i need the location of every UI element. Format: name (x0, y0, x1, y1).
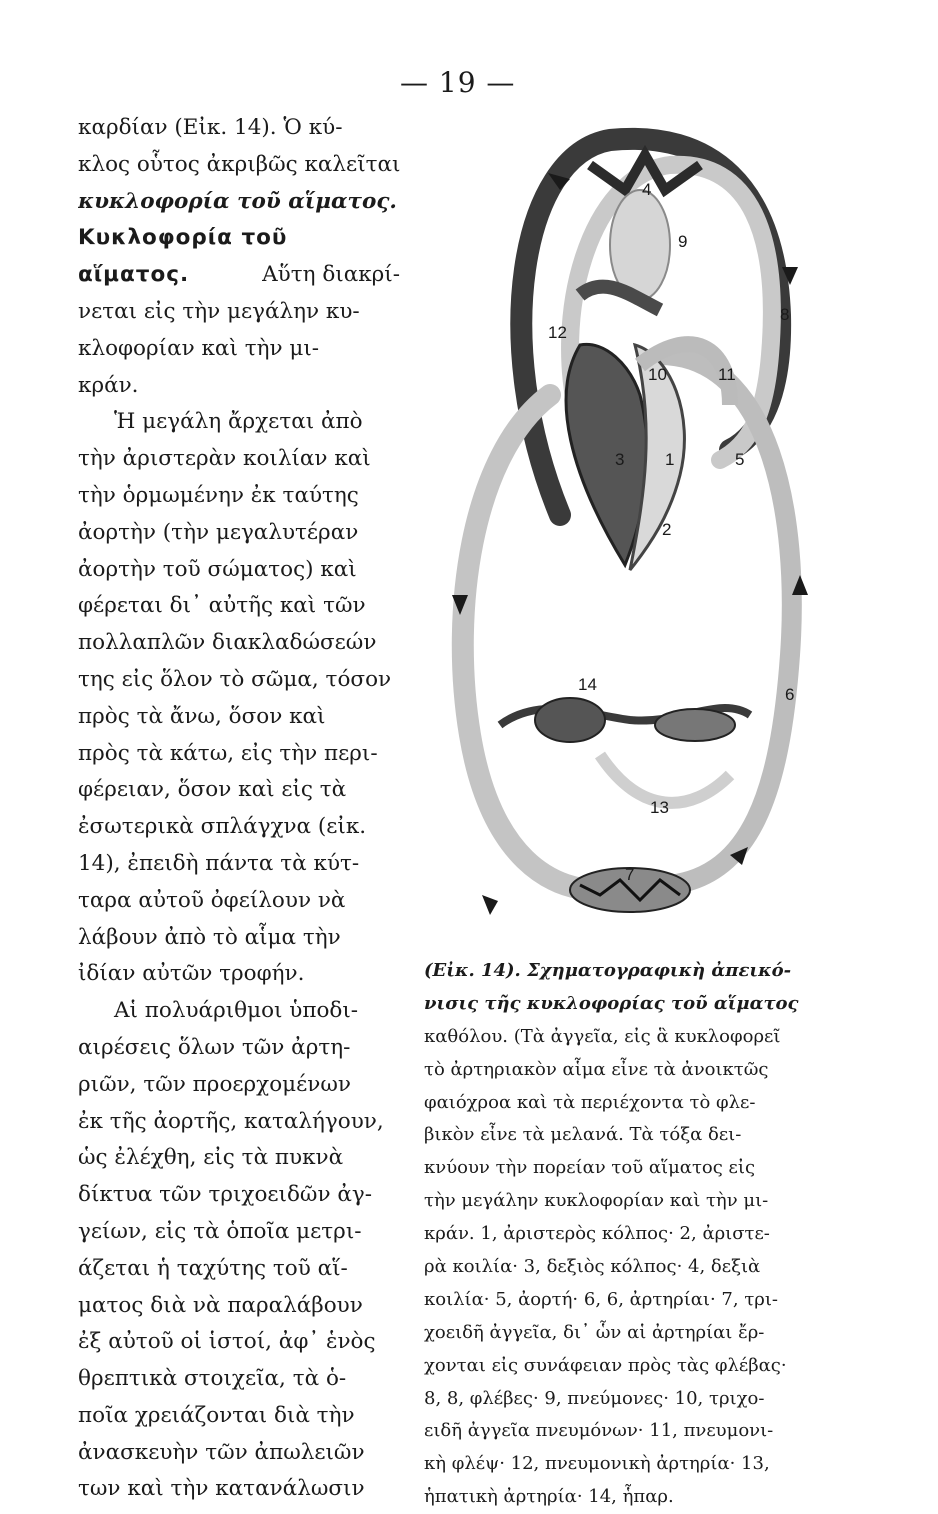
caption-line: τὸ ἀρτηριακὸν αἷμα εἶνε τὰ ἀνοικτῶς (424, 1058, 769, 1080)
text-line: 14), ἐπειδὴ πάντα τὰ κύτ- (78, 850, 360, 876)
text-line: φέρεται δι᾽ αὐτῆς καὶ τῶν (78, 593, 366, 619)
label-7: 7 (625, 865, 635, 884)
abdominal-network (500, 698, 750, 803)
text-line: άζεται ἡ ταχύτης τοῦ αἵ- (78, 1255, 348, 1281)
text-line: νεται εἰς τὴν μεγάλην κυ- (78, 298, 360, 324)
text-line: ἰδίαν αὐτῶν τροφήν. (78, 961, 305, 987)
caption-line: φαιόχροα καὶ τὰ περιέχοντα τὸ φλε- (424, 1091, 756, 1113)
caption-line: ρὰ κοιλία· 3, δεξιὸς κόλπος· 4, δεξιὰ (424, 1256, 761, 1278)
text-line: θρεπτικὰ στοιχεῖα, τὰ ὁ- (78, 1366, 347, 1392)
text-line: ἐσωτερικὰ σπλάγχνα (εἰκ. (78, 814, 367, 840)
liver-capillary-bed (535, 698, 605, 742)
text-line: ἀνασκευὴν τῶν ἀπωλειῶν (78, 1439, 365, 1465)
label-12: 12 (548, 323, 567, 342)
caption-line: χοειδῆ ἀγγεῖα, δι᾽ ὧν αἱ ἀρτηρίαι ἔρ- (424, 1321, 765, 1343)
text-line: φέρειαν, ὅσον καὶ εἰς τὰ (78, 777, 347, 803)
caption-line: 8, 8, φλέβες· 9, πνεύμονες· 10, τριχο- (424, 1387, 765, 1409)
label-2: 2 (662, 520, 672, 539)
label-8: 8 (780, 305, 790, 324)
page-number: — 19 — (400, 66, 516, 99)
text-line (78, 257, 400, 294)
right-heart (566, 344, 647, 565)
text-line: καρδίαν (Εἰκ. 14). Ὁ κύ- (78, 115, 343, 140)
caption-line: χονται εἰς συνάφειαν πρὸς τὰς φλέβας· (424, 1354, 787, 1376)
caption-line: τὴν μεγάλην κυκλοφορίαν καὶ τὴν μι- (424, 1190, 769, 1212)
caption-line: καθόλου. (Τὰ ἀγγεῖα, εἰς ἃ κυκλοφορεῖ (424, 1025, 781, 1047)
text-line: των καὶ τὴν κατανάλωσιν (78, 1476, 365, 1502)
label-4: 4 (642, 180, 652, 199)
caption-line: βικὸν εἶνε τὰ μελανά. Τὰ τόξα δει- (424, 1124, 742, 1146)
caption-line: κὴ φλέψ· 12, πνευμονικὴ ἀρτηρία· 13, (424, 1453, 770, 1475)
italic-term: κυκλοφορία τοῦ αἵματος. (78, 188, 397, 214)
paragraph-first-line: Αἱ πολυάριθμοι ὑποδι- (114, 998, 359, 1024)
circulation-diagram (430, 95, 830, 950)
caption-line: ειδῆ ἀγγεῖα πνευμόνων· 11, πνευμονι- (424, 1420, 774, 1442)
section-heading-line (78, 220, 400, 257)
section-heading-cont: αἵματος. (78, 262, 190, 288)
caption-line: (Εἰκ. 14). Σχηματογραφικὴ ἀπεικό- (424, 960, 792, 981)
caption-line: νισις τῆς κυκλοφορίας τοῦ αἵματος (424, 992, 799, 1014)
text-line: ἐξ αὐτοῦ οἱ ἱστοί, ἀφ᾽ ἑνὸς (78, 1329, 376, 1355)
label-3: 3 (615, 450, 625, 469)
hepatic-artery (600, 755, 730, 803)
paragraph-first-line: Ἡ μεγάλη ἄρχεται ἀπὸ (114, 409, 363, 435)
text-line: ματος διὰ νὰ παραλάβουν (78, 1292, 363, 1318)
caption-line: ἡπατικὴ ἀρτηρία· 14, ἧπαρ. (424, 1486, 674, 1508)
text-line: τὴν ὁρμωμένην ἐκ ταύτης (78, 482, 359, 508)
text-line: ταρα αὐτοῦ ὀφείλουν νὰ (78, 887, 346, 913)
text-line: γείων, εἰς τὰ ὁποῖα μετρι- (78, 1218, 362, 1244)
text-line: ποῖα χρειάζονται διὰ τὴν (78, 1402, 355, 1428)
text-line: ριῶν, τῶν προερχομένων (78, 1071, 351, 1097)
text-line: κλοφορίαν καὶ τὴν μι- (78, 335, 320, 361)
body-text-column (78, 110, 400, 1508)
caption-line: κράν. 1, ἀριστερὸς κόλπος· 2, ἀριστε- (424, 1223, 770, 1245)
text-line: αιρέσεις ὅλων τῶν ἀρτη- (78, 1034, 351, 1060)
label-11: 11 (718, 365, 736, 384)
label-5: 5 (735, 450, 745, 469)
label-13: 13 (650, 798, 669, 817)
label-14: 14 (578, 675, 597, 694)
text-line: ἀορτὴν (τὴν μεγαλυτέραν (78, 519, 359, 545)
text-line: ἀορτὴν τοῦ σώματος) καὶ (78, 556, 357, 582)
text-line: πρὸς τὰ κάτω, εἰς τὴν περι- (78, 740, 378, 766)
caption-line: κοιλία· 5, ἀορτή· 6, 6, ἀρτηρίαι· 7, τρι- (424, 1288, 779, 1310)
text-line: δίκτυα τῶν τριχοειδῶν ἀγ- (78, 1182, 372, 1208)
text-line: της εἰς ὅλον τὸ σῶμα, τόσον (78, 666, 392, 692)
arrow-icon (482, 895, 498, 915)
label-6: 6 (785, 685, 795, 704)
label-1: 1 (665, 450, 675, 469)
text-line: πολλαπλῶν διακλαδώσεών (78, 630, 377, 656)
intestinal-capillary-bed (655, 709, 735, 741)
label-10: 10 (648, 365, 667, 384)
text-line: τὴν ἀριστερὰν κοιλίαν καὶ (78, 446, 371, 472)
text-line: κράν. (78, 372, 139, 398)
text-fragment: Αὕτη διακρί- (262, 262, 400, 288)
text-line: ἐκ τῆς ἀορτῆς, καταλήγουν, (78, 1108, 384, 1134)
text-line: λάβουν ἀπὸ τὸ αἷμα τὴν (78, 924, 341, 950)
figure-caption (424, 955, 848, 1514)
text-line: πρὸς τὰ ἄνω, ὅσον καὶ (78, 703, 326, 729)
caption-line: κνύουν τὴν πορείαν τοῦ αἵματος εἰς (424, 1157, 756, 1179)
section-heading: Κυκλοφορία τοῦ (78, 225, 288, 251)
text-line: κλος οὗτος ἀκριβῶς καλεῖται (78, 151, 400, 177)
label-9: 9 (678, 232, 688, 251)
text-line: ὡς ἐλέχθη, εἰς τὰ πυκνὰ (78, 1145, 344, 1171)
